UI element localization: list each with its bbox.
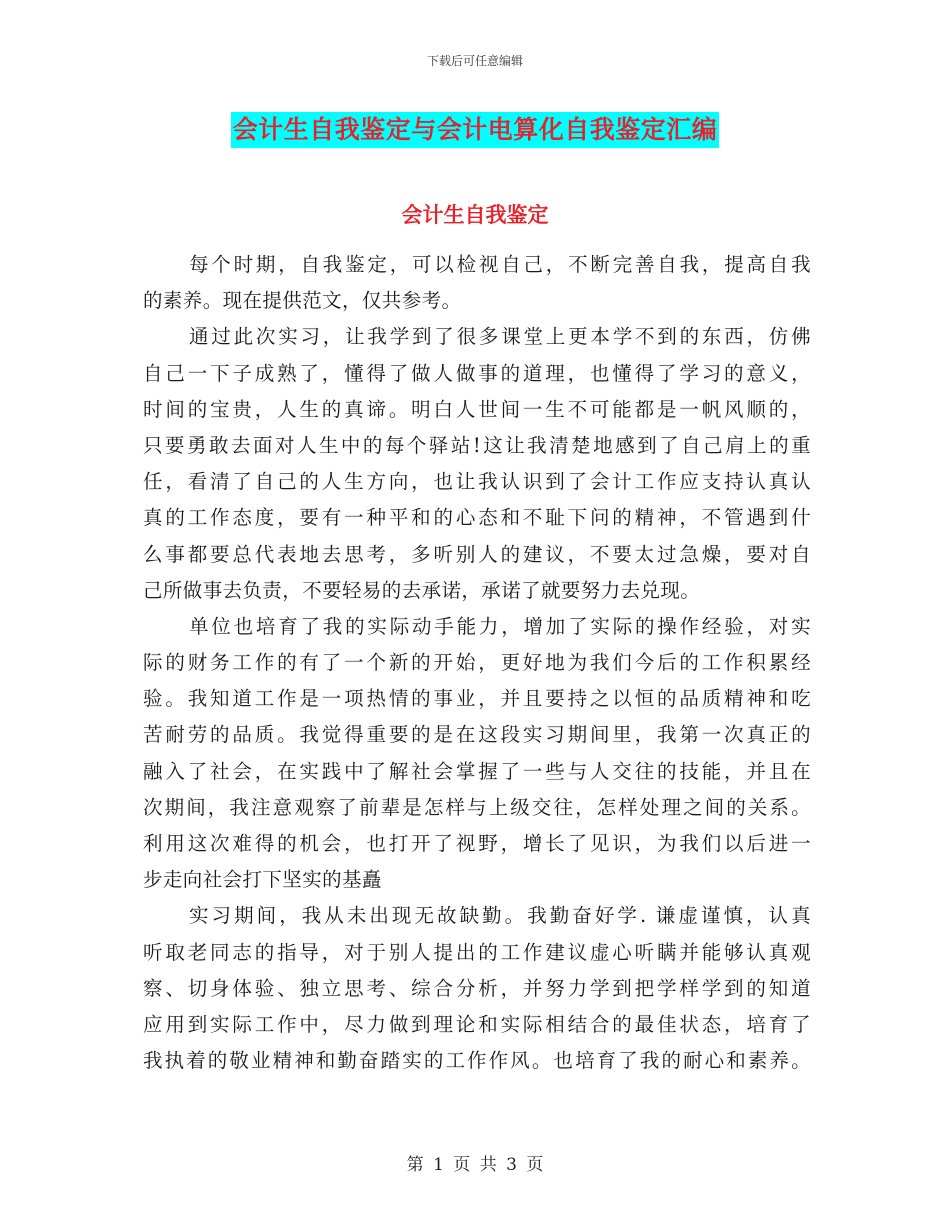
body-text-line: 时间的宝贵，人生的真谛。明白人世间一生不可能都是一帆风顺的， <box>143 397 811 421</box>
body-text-line: 自己一下子成熟了，懂得了做人做事的道理，也懂得了学习的意义， <box>143 361 811 385</box>
body-text-line: 的素养。现在提供范文，仅共参考。 <box>143 289 462 313</box>
section-title: 会计生自我鉴定 <box>401 203 549 227</box>
body-text-line: 么事都要总代表地去思考，多听别人的建议，不要太过急燥，要对自 <box>143 542 811 566</box>
body-text-line: 际的财务工作的有了一个新的开始，更好地为我们今后的工作积累经 <box>143 651 811 675</box>
body-text-line: 苦耐劳的品质。我觉得重要的是在这段实习期间里，我第一次真正的 <box>143 723 811 747</box>
page-number: 第 1 页 共 3 页 <box>406 1155 544 1175</box>
document-title: 会计生自我鉴定与会计电算化自我鉴定汇编 <box>231 112 720 148</box>
document-body <box>143 247 811 1079</box>
body-text-line: 利用这次难得的机会，也打开了视野，增长了见识，为我们以后进一 <box>143 832 811 855</box>
body-text-line: 真的工作态度，要有一种平和的心态和不耻下问的精神，不管遇到什 <box>143 506 811 530</box>
body-text-line: 实习期间，我从未出现无故缺勤。我勤奋好学. 谦虚谨慎，认真 <box>189 904 811 928</box>
page-header-note: 下载后可任意编辑 <box>426 54 523 68</box>
body-text-line: 己所做事去负责，不要轻易的去承诺，承诺了就要努力去兑现。 <box>143 578 701 602</box>
body-text-line: 应用到实际工作中，尽力做到理论和实际相结合的最佳状态，培育了 <box>143 1012 811 1036</box>
body-text-line: 我执着的敬业精神和勤奋踏实的工作作风。也培育了我的耐心和素养。 <box>143 1049 811 1073</box>
body-text-line: 验。我知道工作是一项热情的事业，并且要持之以恒的品质精神和吃 <box>143 687 811 711</box>
body-text-line: 察、切身体验、独立思考、综合分析，并努力学到把学样学到的知道 <box>143 976 811 1000</box>
body-text-line: 听取老同志的指导，对于别人提出的工作建议虚心听瞒并能够认真观 <box>143 940 811 964</box>
body-text-line: 次期间，我注意观察了前辈是怎样与上级交往，怎样处理之间的关系。 <box>143 795 811 819</box>
body-text-line: 融入了社会，在实践中了解社会掌握了一些与人交往的技能，并且在 <box>143 759 811 783</box>
body-text-line: 单位也培育了我的实际动手能力，增加了实际的操作经验，对实 <box>189 614 811 638</box>
body-text-line: 每个时期，自我鉴定，可以检视自己，不断完善自我，提高自我 <box>189 253 811 276</box>
body-text-line: 任，看清了自己的人生方向，也让我认识到了会计工作应支持认真认 <box>143 470 811 494</box>
body-text-line: 步走向社会打下坚实的基矗 <box>143 868 382 892</box>
body-text-line: 只要勇敢去面对人生中的每个驿站!这让我清楚地感到了自己肩上的重 <box>143 433 811 457</box>
body-text-line: 通过此次实习，让我学到了很多课堂上更本学不到的东西，仿佛 <box>189 325 811 349</box>
document-title-container <box>0 112 950 148</box>
